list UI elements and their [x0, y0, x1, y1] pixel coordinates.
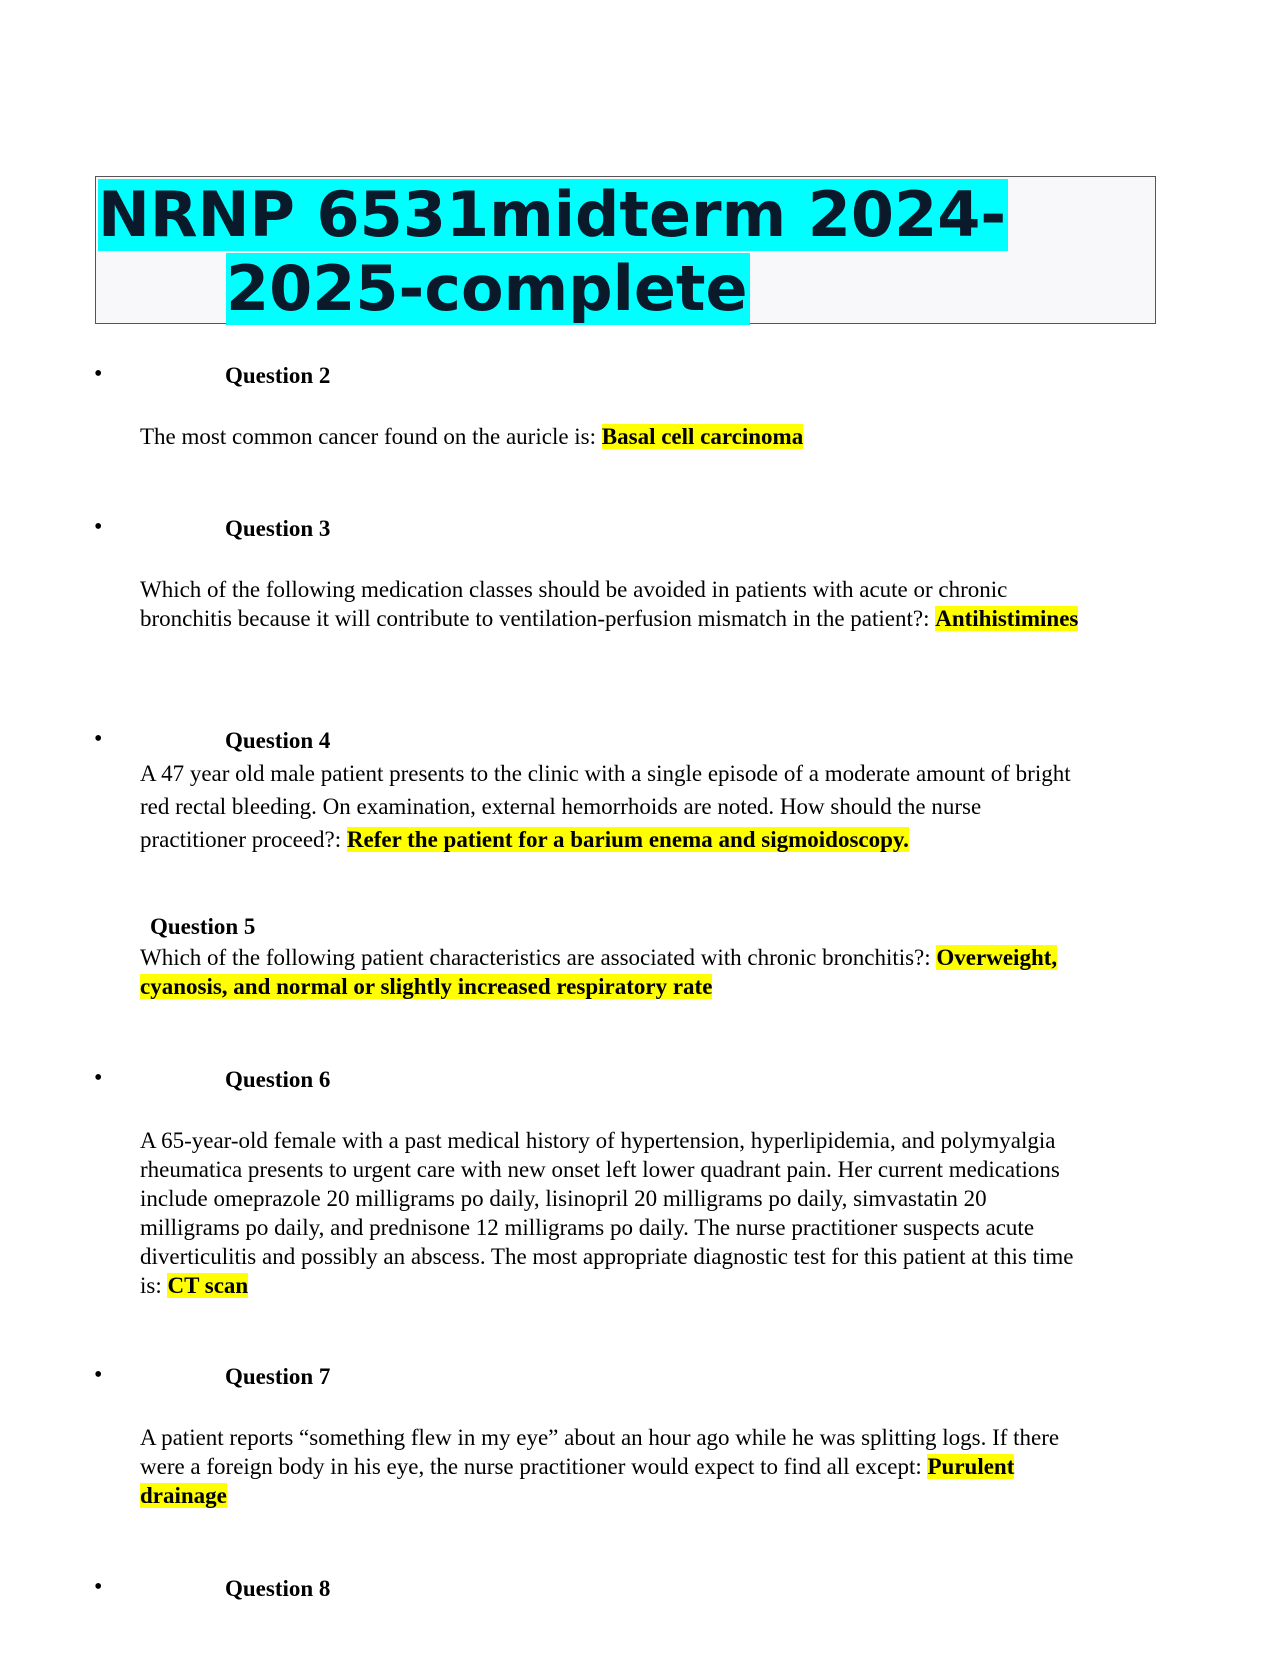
question-text	[140, 575, 1080, 633]
answer-highlight: Purulent drainage	[140, 1454, 1015, 1508]
question-body: Which of the following patient characteristics are associated with chronic bronchitis?:	[140, 945, 937, 970]
bullet: •	[94, 1065, 103, 1091]
question-body: A 65-year-old female with a past medical history of hypertension, hyperlipidemia, and polymyalgia rheumatica presents to urgent care with new onset left lower quadrant pain. Her current medications include omeprazole 20 milligrams po daily, lisinopril 20 milligrams po daily, simvastatin 20 milligrams po daily, and prednisone 12 milligrams po daily. The nurse practitioner suspects acute diverticulitis and possibly an abscess. The most appropriate diagnostic test for this patient at this time is:	[140, 1128, 1074, 1298]
question-text	[140, 943, 1080, 1001]
bullet: •	[94, 514, 103, 540]
question-text	[140, 422, 1080, 451]
question-heading: Question 8	[225, 1576, 331, 1601]
question-heading: Question 7	[225, 1364, 331, 1389]
answer-highlight: Refer the patient for a barium enema and sigmoidoscopy.	[346, 827, 909, 852]
bullet: •	[94, 1362, 103, 1388]
bullet: •	[94, 361, 103, 387]
question-body: Which of the following medication classes should be avoided in patients with acute or chronic bronchitis because it will contribute to ventilation-perfusion mismatch in the patient?:	[140, 577, 1008, 631]
answer-highlight: Antihistimines	[935, 606, 1079, 631]
answer-highlight: Overweight, cyanosis, and normal or slightly increased respiratory rate	[140, 945, 1058, 999]
title-box	[95, 176, 1156, 324]
bullet: •	[94, 726, 103, 752]
question-heading: Question 6	[225, 1067, 331, 1092]
answer-highlight: CT scan	[167, 1273, 249, 1298]
question-text	[140, 1126, 1080, 1300]
question-heading: Question 5	[150, 914, 256, 939]
question-body: A patient reports “something flew in my eye” about an hour ago while he was splitting logs. If there were a foreign body in his eye, the nurse practitioner would expect to find all except:	[140, 1425, 1060, 1479]
question-body: A 47 year old male patient presents to the clinic with a single episode of a moderate amount of bright red rectal bleeding. On examination, external hemorrhoids are noted. How should the nurse practitioner proceed?:	[140, 761, 1071, 852]
question-text	[140, 757, 1080, 856]
title-line-1: NRNP 6531midterm 2024-	[98, 178, 1007, 251]
title-line-2: 2025-complete	[226, 252, 748, 325]
question-text	[140, 1423, 1080, 1510]
bullet: •	[94, 1574, 103, 1600]
question-body: The most common cancer found on the auricle is:	[140, 424, 602, 449]
question-heading: Question 3	[225, 516, 331, 541]
question-heading: Question 2	[225, 363, 331, 388]
question-heading: Question 4	[225, 728, 331, 753]
answer-highlight: Basal cell carcinoma	[601, 424, 804, 449]
